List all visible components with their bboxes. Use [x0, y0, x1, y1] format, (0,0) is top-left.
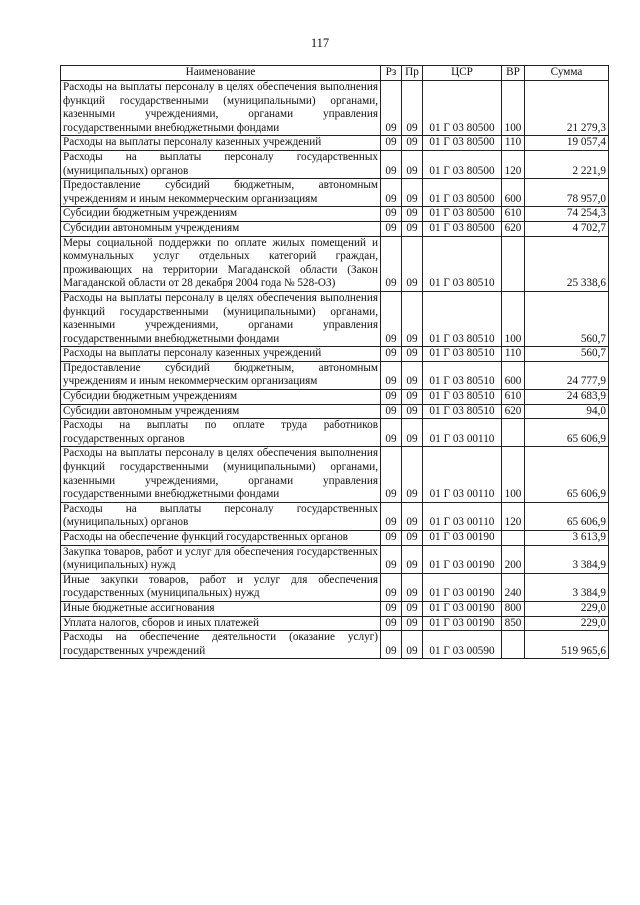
cell-name: Субсидии бюджетным учреждениям: [61, 390, 381, 405]
cell-rz: 09: [381, 150, 402, 178]
cell-csr: 01 Г 03 00190: [423, 545, 502, 573]
cell-name: Расходы на выплаты персоналу казенных учреждений: [61, 347, 381, 362]
cell-rz: 09: [381, 531, 402, 546]
cell-pr: 09: [402, 631, 423, 659]
cell-amount: 94,0: [525, 404, 609, 419]
cell-vr: 200: [502, 545, 525, 573]
cell-amount: 19 057,4: [525, 136, 609, 151]
cell-rz: 09: [381, 361, 402, 389]
cell-pr: 09: [402, 150, 423, 178]
table-row: [61, 502, 609, 530]
cell-pr: 09: [402, 531, 423, 546]
cell-name: Расходы на выплаты по оплате труда работников государственных органов: [61, 419, 381, 447]
cell-name: Уплата налогов, сборов и иных платежей: [61, 616, 381, 631]
cell-vr: 100: [502, 447, 525, 502]
cell-amount: 229,0: [525, 601, 609, 616]
cell-amount: 78 957,0: [525, 179, 609, 207]
cell-vr: 620: [502, 221, 525, 236]
cell-name: Субсидии бюджетным учреждениям: [61, 207, 381, 222]
cell-pr: 09: [402, 221, 423, 236]
cell-csr: 01 Г 03 00190: [423, 531, 502, 546]
cell-vr: [502, 631, 525, 659]
table-row: [61, 531, 609, 546]
cell-name: Расходы на выплаты персоналу государственных (муниципальных) органов: [61, 502, 381, 530]
cell-amount: 560,7: [525, 347, 609, 362]
cell-vr: 600: [502, 361, 525, 389]
cell-csr: 01 Г 03 80510: [423, 404, 502, 419]
cell-rz: 09: [381, 390, 402, 405]
cell-vr: 120: [502, 502, 525, 530]
cell-amount: 4 702,7: [525, 221, 609, 236]
cell-pr: 09: [402, 545, 423, 573]
table-row: [61, 545, 609, 573]
cell-rz: 09: [381, 573, 402, 601]
cell-rz: 09: [381, 502, 402, 530]
cell-pr: 09: [402, 236, 423, 291]
cell-amount: 24 683,9: [525, 390, 609, 405]
cell-csr: 01 Г 03 00190: [423, 601, 502, 616]
cell-csr: 01 Г 03 80500: [423, 207, 502, 222]
table-row: [61, 616, 609, 631]
cell-amount: 560,7: [525, 291, 609, 346]
cell-pr: 09: [402, 361, 423, 389]
cell-vr: 610: [502, 207, 525, 222]
cell-csr: 01 Г 03 00110: [423, 419, 502, 447]
cell-csr: 01 Г 03 80500: [423, 221, 502, 236]
cell-rz: 09: [381, 179, 402, 207]
cell-csr: 01 Г 03 00190: [423, 573, 502, 601]
cell-vr: 120: [502, 150, 525, 178]
cell-amount: 229,0: [525, 616, 609, 631]
cell-rz: 09: [381, 207, 402, 222]
cell-vr: 620: [502, 404, 525, 419]
cell-amount: 74 254,3: [525, 207, 609, 222]
table-row: [61, 419, 609, 447]
cell-csr: 01 Г 03 00110: [423, 447, 502, 502]
cell-pr: 09: [402, 419, 423, 447]
cell-name: Расходы на выплаты персоналу государственных (муниципальных) органов: [61, 150, 381, 178]
table-row: [61, 150, 609, 178]
cell-rz: 09: [381, 81, 402, 136]
table-row: [61, 573, 609, 601]
cell-rz: 09: [381, 136, 402, 151]
cell-rz: 09: [381, 236, 402, 291]
cell-rz: 09: [381, 347, 402, 362]
cell-pr: 09: [402, 347, 423, 362]
cell-csr: 01 Г 03 80500: [423, 150, 502, 178]
cell-pr: 09: [402, 601, 423, 616]
cell-amount: 2 221,9: [525, 150, 609, 178]
cell-vr: 240: [502, 573, 525, 601]
header-pr: Пр: [402, 66, 423, 81]
cell-pr: 09: [402, 616, 423, 631]
page-number: 117: [310, 36, 330, 50]
table-row: [61, 404, 609, 419]
cell-name: Расходы на выплаты персоналу казенных учреждений: [61, 136, 381, 151]
header-rz: Рз: [381, 66, 402, 81]
cell-pr: 09: [402, 291, 423, 346]
header-csr: ЦСР: [423, 66, 502, 81]
cell-csr: 01 Г 03 80510: [423, 347, 502, 362]
cell-name: Субсидии автономным учреждениям: [61, 221, 381, 236]
cell-rz: 09: [381, 545, 402, 573]
table-row: [61, 447, 609, 502]
cell-amount: 65 606,9: [525, 419, 609, 447]
cell-name: Иные бюджетные ассигнования: [61, 601, 381, 616]
table-row: [61, 601, 609, 616]
cell-rz: 09: [381, 601, 402, 616]
cell-csr: 01 Г 03 00110: [423, 502, 502, 530]
cell-vr: 110: [502, 136, 525, 151]
cell-csr: 01 Г 03 80510: [423, 291, 502, 346]
cell-rz: 09: [381, 631, 402, 659]
header-amount: Сумма: [525, 66, 609, 81]
cell-csr: 01 Г 03 80500: [423, 81, 502, 136]
cell-vr: 600: [502, 179, 525, 207]
cell-name: Меры социальной поддержки по оплате жилых помещений и коммунальных услуг отдельных категорий граждан, проживающих на территории Магаданской области (Закон Магаданской области от 28 декабря 2004 года № 528-ОЗ): [61, 236, 381, 291]
cell-amount: 519 965,6: [525, 631, 609, 659]
cell-pr: 09: [402, 207, 423, 222]
table-row: [61, 291, 609, 346]
cell-amount: 25 338,6: [525, 236, 609, 291]
cell-name: Предоставление субсидий бюджетным, автономным учреждениям и иным некоммерческим организациям: [61, 361, 381, 389]
cell-name: Закупка товаров, работ и услуг для обеспечения государственных (муниципальных) нужд: [61, 545, 381, 573]
cell-rz: 09: [381, 404, 402, 419]
cell-name: Расходы на выплаты персоналу в целях обеспечения выполнения функций государственными (муниципальными) органами, казенными учреждениями, органами управления государственными внебюджетными фондами: [61, 447, 381, 502]
cell-vr: [502, 236, 525, 291]
cell-amount: 21 279,3: [525, 81, 609, 136]
cell-vr: 100: [502, 81, 525, 136]
table-row: [61, 136, 609, 151]
budget-table: [60, 65, 609, 659]
cell-rz: 09: [381, 221, 402, 236]
cell-name: Расходы на обеспечение функций государственных органов: [61, 531, 381, 546]
cell-rz: 09: [381, 616, 402, 631]
cell-vr: 110: [502, 347, 525, 362]
cell-pr: 09: [402, 404, 423, 419]
cell-vr: 850: [502, 616, 525, 631]
cell-amount: 65 606,9: [525, 447, 609, 502]
cell-amount: 3 384,9: [525, 545, 609, 573]
cell-rz: 09: [381, 291, 402, 346]
cell-name: Иные закупки товаров, работ и услуг для обеспечения государственных (муниципальных) нужд: [61, 573, 381, 601]
cell-rz: 09: [381, 447, 402, 502]
cell-pr: 09: [402, 136, 423, 151]
cell-pr: 09: [402, 573, 423, 601]
cell-vr: [502, 531, 525, 546]
cell-csr: 01 Г 03 80510: [423, 390, 502, 405]
table-row: [61, 631, 609, 659]
cell-csr: 01 Г 03 80500: [423, 179, 502, 207]
header-name: Наименование: [61, 66, 381, 81]
cell-pr: 09: [402, 502, 423, 530]
cell-vr: 100: [502, 291, 525, 346]
cell-name: Расходы на выплаты персоналу в целях обеспечения выполнения функций государственными (муниципальными) органами, казенными учреждениями, органами управления государственными внебюджетными фондами: [61, 291, 381, 346]
cell-rz: 09: [381, 419, 402, 447]
table-row: [61, 347, 609, 362]
cell-pr: 09: [402, 447, 423, 502]
cell-amount: 3 384,9: [525, 573, 609, 601]
cell-csr: 01 Г 03 00190: [423, 616, 502, 631]
table-header-row: [61, 66, 609, 81]
cell-vr: [502, 419, 525, 447]
cell-name: Расходы на выплаты персоналу в целях обеспечения выполнения функций государственными (муниципальными) органами, казенными учреждениями, органами управления государственными внебюджетными фондами: [61, 81, 381, 136]
table-row: [61, 221, 609, 236]
cell-pr: 09: [402, 390, 423, 405]
cell-csr: 01 Г 03 00590: [423, 631, 502, 659]
cell-name: Предоставление субсидий бюджетным, автономным учреждениям и иным некоммерческим организациям: [61, 179, 381, 207]
cell-amount: 24 777,9: [525, 361, 609, 389]
cell-pr: 09: [402, 81, 423, 136]
cell-pr: 09: [402, 179, 423, 207]
cell-amount: 3 613,9: [525, 531, 609, 546]
cell-csr: 01 Г 03 80500: [423, 136, 502, 151]
cell-csr: 01 Г 03 80510: [423, 236, 502, 291]
header-vr: ВР: [502, 66, 525, 81]
cell-name: Субсидии автономным учреждениям: [61, 404, 381, 419]
table-row: [61, 236, 609, 291]
table-row: [61, 361, 609, 389]
cell-vr: 800: [502, 601, 525, 616]
table-row: [61, 207, 609, 222]
table-row: [61, 390, 609, 405]
cell-vr: 610: [502, 390, 525, 405]
table-row: [61, 179, 609, 207]
table-row: [61, 81, 609, 136]
cell-amount: 65 606,9: [525, 502, 609, 530]
cell-csr: 01 Г 03 80510: [423, 361, 502, 389]
cell-name: Расходы на обеспечение деятельности (оказание услуг) государственных учреждений: [61, 631, 381, 659]
